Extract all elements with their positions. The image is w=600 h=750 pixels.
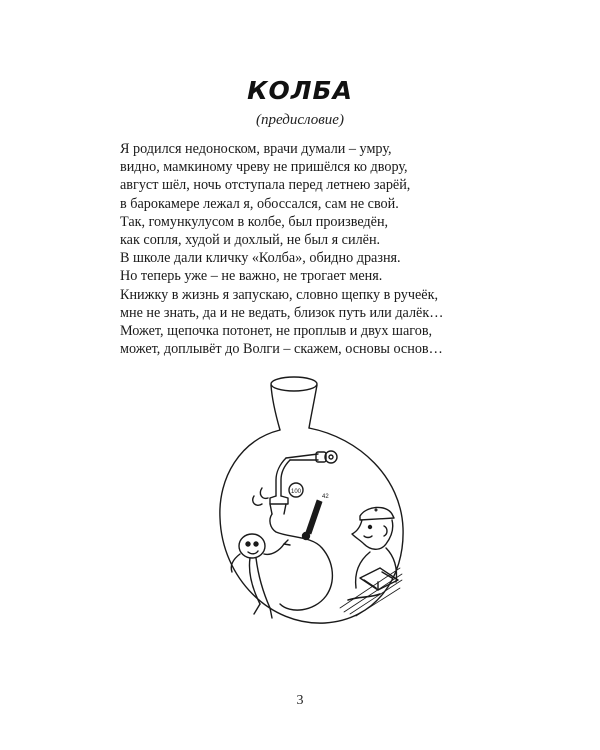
poem-line: Книжку в жизнь я запускаю, словно щепку в ручеёк, <box>120 286 439 303</box>
poem-line: видно, мамкиному чреву не пришёлся ко двору, <box>120 159 408 176</box>
thermometer-label: 42 <box>322 494 329 500</box>
flask-illustration <box>210 368 410 633</box>
thermometer <box>303 494 330 540</box>
poem-line: Так, гомункулусом в колбе, был произведён, <box>120 213 389 230</box>
poem-line: Но теперь уже – не важно, не трогает меня. <box>120 268 383 285</box>
page-number: 3 <box>296 693 304 708</box>
poem-line: В школе дали кличку «Колба», обидно дразня. <box>120 250 401 267</box>
poem-line: в барокамере лежал я, обоссался, сам не свой. <box>120 195 399 212</box>
flask-badge <box>289 483 303 497</box>
poem-line: может, доплывёт до Волги – скажем, основы основ… <box>120 341 443 358</box>
homunculus <box>231 514 332 618</box>
poem-line: как сопля, худой и дохлый, не был я силён. <box>120 232 381 249</box>
poem-title: КОЛБА <box>247 76 353 105</box>
poem-body <box>120 140 500 358</box>
poem-line: август шёл, ночь отступала перед летнею зарёй, <box>120 177 411 194</box>
poem-line: Я родился недоноском, врачи думали – умру, <box>120 141 392 157</box>
flask-outline <box>220 377 403 623</box>
poem-line: Может, щепочка потонет, не проплыв и двух шагов, <box>120 323 433 340</box>
doctor <box>340 507 402 616</box>
poem-subtitle: (предисловие) <box>256 112 344 128</box>
poem-line: мне не знать, да и не ведать, близок путь или далёк… <box>120 304 444 321</box>
flask-badge-label: 100 <box>290 489 302 495</box>
